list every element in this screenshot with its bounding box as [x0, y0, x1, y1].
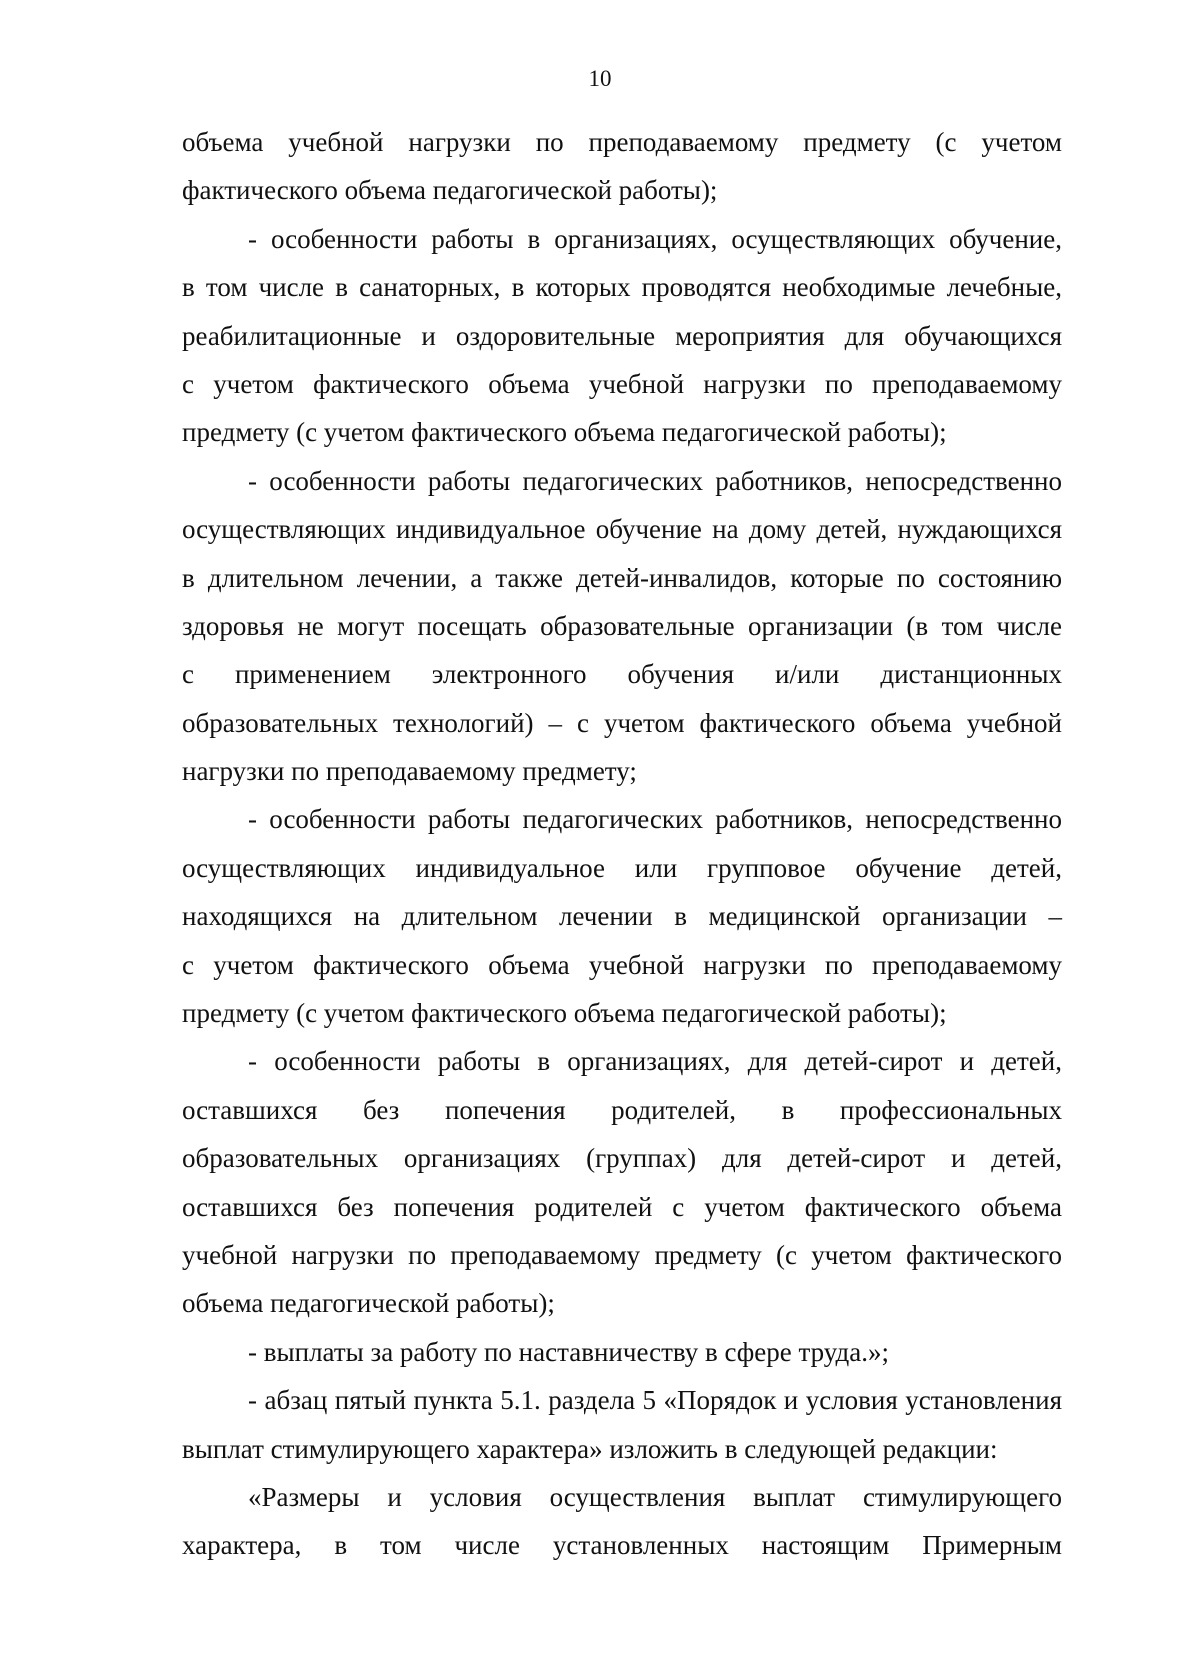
- text-line: образовательных технологий) – с учетом фактического объема учебной: [182, 707, 1062, 738]
- text-line: реабилитационные и оздоровительные мероприятия для обучающихся: [182, 320, 1062, 351]
- text-line: учебной нагрузки по преподаваемому предмету (с учетом фактического: [182, 1239, 1062, 1270]
- text-line: - особенности работы педагогических работников, непосредственно: [248, 465, 1062, 496]
- text-line: оставшихся без попечения родителей с учетом фактического объема: [182, 1191, 1062, 1222]
- page-number: 10: [588, 66, 612, 91]
- text-line: с учетом фактического объема учебной нагрузки по преподаваемому: [182, 949, 1062, 980]
- text-line: с учетом фактического объема учебной нагрузки по преподаваемому: [182, 368, 1062, 399]
- text-line: осуществляющих индивидуальное или групповое обучение детей,: [182, 852, 1062, 883]
- text-line: - абзац пятый пункта 5.1. раздела 5 «Порядок и условия установления: [248, 1385, 1062, 1416]
- text-line: «Размеры и условия осуществления выплат стимулирующего: [248, 1481, 1062, 1512]
- text-line: в длительном лечении, а также детей-инвалидов, которые по состоянию: [182, 562, 1062, 593]
- text-line: с применением электронного обучения и/или дистанционных: [182, 659, 1062, 690]
- text-line: - особенности работы педагогических работников, непосредственно: [248, 804, 1062, 835]
- text-line: - особенности работы в организациях, осуществляющих обучение,: [248, 223, 1062, 254]
- text-line: выплат стимулирующего характера» изложить в следующей редакции:: [182, 1433, 998, 1464]
- text-line: оставшихся без попечения родителей, в профессиональных: [182, 1094, 1062, 1125]
- text-line: фактического объема педагогической работы);: [182, 175, 718, 206]
- text-line: предмету (с учетом фактического объема педагогической работы);: [182, 998, 947, 1029]
- text-line: - особенности работы в организациях, для детей-сирот и детей,: [248, 1046, 1062, 1077]
- text-line: предмету (с учетом фактического объема педагогической работы);: [182, 417, 947, 448]
- text-line: объема учебной нагрузки по преподаваемому предмету (с учетом: [182, 127, 1062, 157]
- text-line: находящихся на длительном лечении в медицинской организации –: [182, 901, 1062, 932]
- text-line: характера, в том числе установленных настоящим Примерным: [182, 1530, 1062, 1561]
- text-line: здоровья не могут посещать образовательные организации (в том числе: [182, 610, 1062, 641]
- text-line: образовательных организациях (группах) для детей-сирот и детей,: [182, 1143, 1062, 1174]
- text-line: осуществляющих индивидуальное обучение на дому детей, нуждающихся: [182, 514, 1062, 545]
- text-line: в том числе в санаторных, в которых проводятся необходимые лечебные,: [182, 272, 1062, 303]
- text-line: нагрузки по преподаваемому предмету;: [182, 756, 637, 787]
- document-body: [182, 118, 1062, 1570]
- text-line: объема педагогической работы);: [182, 1288, 555, 1319]
- text-line: - выплаты за работу по наставничеству в сфере труда.»;: [248, 1336, 890, 1367]
